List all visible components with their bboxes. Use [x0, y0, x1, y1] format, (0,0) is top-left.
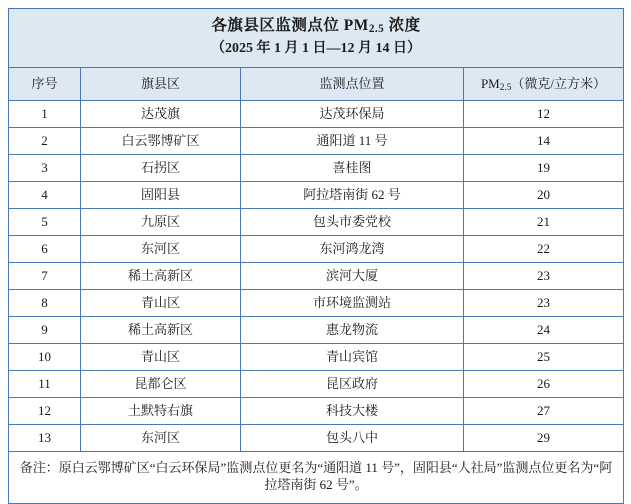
cell-district: 青山区 [81, 343, 241, 370]
cell-district: 土默特右旗 [81, 397, 241, 424]
title-prefix: 各旗县区监测点位 PM [211, 17, 369, 34]
title-subscript: 2.5 [368, 23, 385, 35]
cell-value: 23 [464, 289, 624, 316]
cell-district: 固阳县 [81, 181, 241, 208]
column-header-district: 旗县区 [81, 67, 241, 100]
cell-district: 昆都仑区 [81, 370, 241, 397]
cell-value: 21 [464, 208, 624, 235]
cell-district: 东河区 [81, 235, 241, 262]
cell-district: 稀土高新区 [81, 262, 241, 289]
cell-no: 7 [9, 262, 81, 289]
cell-no: 8 [9, 289, 81, 316]
column-header-value [464, 67, 624, 100]
column-header-site: 监测点位置 [241, 67, 464, 100]
pm25-table [8, 8, 624, 504]
cell-value: 22 [464, 235, 624, 262]
table-row [9, 343, 624, 370]
cell-value: 26 [464, 370, 624, 397]
cell-value: 23 [464, 262, 624, 289]
cell-value: 12 [464, 100, 624, 127]
cell-site: 包头市委党校 [241, 208, 464, 235]
table-row [9, 262, 624, 289]
cell-district: 青山区 [81, 289, 241, 316]
table-body [9, 9, 624, 504]
table-row [9, 289, 624, 316]
cell-district: 稀土高新区 [81, 316, 241, 343]
cell-no: 6 [9, 235, 81, 262]
table-row [9, 316, 624, 343]
table-header-row [9, 67, 624, 100]
table-row [9, 208, 624, 235]
cell-no: 2 [9, 127, 81, 154]
cell-site: 东河鸿龙湾 [241, 235, 464, 262]
cell-no: 4 [9, 181, 81, 208]
cell-no: 1 [9, 100, 81, 127]
cell-value: 27 [464, 397, 624, 424]
cell-site: 科技大楼 [241, 397, 464, 424]
cell-site: 包头八中 [241, 424, 464, 451]
cell-district: 白云鄂博矿区 [81, 127, 241, 154]
title-row [9, 9, 624, 68]
cell-site: 昆区政府 [241, 370, 464, 397]
cell-no: 5 [9, 208, 81, 235]
cell-value: 24 [464, 316, 624, 343]
cell-site: 市环境监测站 [241, 289, 464, 316]
table-row [9, 370, 624, 397]
table-row [9, 127, 624, 154]
title-suffix: 浓度 [384, 17, 421, 34]
value-header-suffix: （微克/立方米） [511, 76, 607, 91]
table-row [9, 100, 624, 127]
cell-no: 12 [9, 397, 81, 424]
cell-district: 达茂旗 [81, 100, 241, 127]
table-title [9, 9, 624, 68]
cell-value: 29 [464, 424, 624, 451]
column-header-no: 序号 [9, 67, 81, 100]
table-note: 备注：原白云鄂博矿区“白云环保局”监测点位更名为“通阳道 11 号”，固阳县“人社局”监测点位更名为“阿拉塔南街 62 号”。 [9, 451, 624, 503]
table-row [9, 397, 624, 424]
value-header-prefix: PM [480, 76, 500, 91]
cell-no: 13 [9, 424, 81, 451]
cell-no: 10 [9, 343, 81, 370]
cell-site: 滨河大厦 [241, 262, 464, 289]
cell-site: 青山宾馆 [241, 343, 464, 370]
cell-site: 通阳道 11 号 [241, 127, 464, 154]
cell-no: 11 [9, 370, 81, 397]
cell-site: 喜桂图 [241, 154, 464, 181]
cell-site: 惠龙物流 [241, 316, 464, 343]
value-header-subscript: 2.5 [499, 83, 512, 93]
cell-district: 九原区 [81, 208, 241, 235]
cell-no: 3 [9, 154, 81, 181]
table-row [9, 154, 624, 181]
note-row [9, 451, 624, 503]
table-row [9, 235, 624, 262]
cell-value: 19 [464, 154, 624, 181]
cell-value: 14 [464, 127, 624, 154]
cell-district: 东河区 [81, 424, 241, 451]
cell-value: 25 [464, 343, 624, 370]
table-row [9, 424, 624, 451]
cell-site: 达茂环保局 [241, 100, 464, 127]
table-row [9, 181, 624, 208]
title-line-1 [13, 16, 619, 37]
cell-no: 9 [9, 316, 81, 343]
cell-district: 石拐区 [81, 154, 241, 181]
cell-value: 20 [464, 181, 624, 208]
cell-site: 阿拉塔南街 62 号 [241, 181, 464, 208]
title-date-range: （2025 年 1 月 1 日—12 月 14 日） [211, 40, 421, 56]
